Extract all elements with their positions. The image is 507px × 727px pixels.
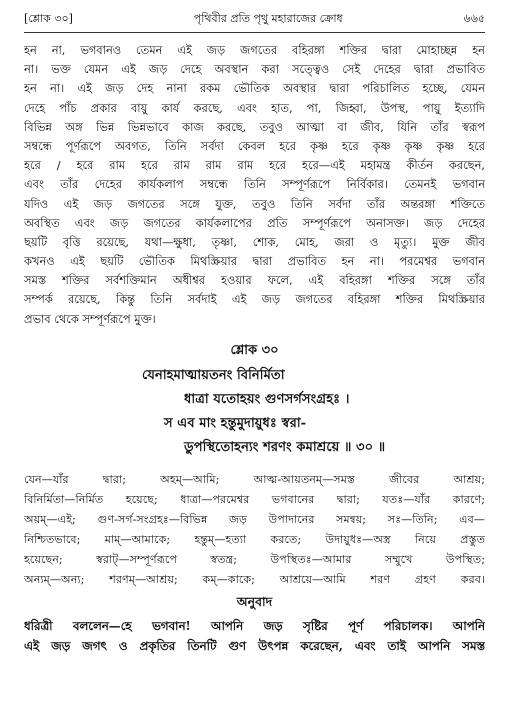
purport-line: অবস্থিত এবং জড় জগতের কার্যকলাপের প্রতি সম্পূর্ণরূপে অনাসক্ত। জড় দেহের bbox=[24, 215, 485, 230]
purport-line: ছয়টি বৃত্তি রয়েছে, যথা—ক্ষুধা, তৃষ্ণা, শোক, মোহ, জরা ও মৃত্যু। মুক্ত জীব bbox=[24, 234, 485, 249]
page-number: ৬৬৫ bbox=[463, 12, 485, 25]
verse-line: ধাত্রা যতোহয়ং গুণসর্গসংগ্রহঃ । bbox=[184, 391, 350, 407]
translation-line: ধরিত্রী বললেন—হে ভগবান! আপনি জড় সৃষ্টির পূর্ণ পরিচালক। আপনি bbox=[24, 618, 485, 633]
purport-line: বিভিন্ন অঙ্গ ভিন্ন ভিন্নভাবে কাজ করছে, তবুও আত্মা বা জীব, যিনি তাঁর স্বরূপ bbox=[24, 119, 485, 134]
purport-line: এবং তাঁর দেহের কার্যকলাপ সম্বন্ধে তিনি সম্পূর্ণরূপে নির্বিকার। তেমনই ভগবান bbox=[24, 177, 485, 192]
synonym-line: যেন—যাঁর দ্বারা; অহম্—আমি; আত্ম-আয়তনম্—সমস্ত জীবের আশ্রয়; bbox=[24, 472, 485, 486]
translation-line: এই জড় জগৎ ও প্রকৃতির তিনটি গুণ উৎপন্ন করেছেন, এবং তাই আপনি সমস্ত bbox=[24, 638, 485, 653]
synonym-line: অয়ম্—এই; গুণ-সর্গ-সংগ্রহঃ—বিভিন্ন জড় উপাদানের সমন্বয়; সঃ—তিনি; এব— bbox=[24, 512, 485, 526]
verse-reference: [শ্লোক ৩০] bbox=[24, 12, 73, 25]
purport-line: না। ভক্ত যেমন এই জড় দেহে অবস্থান করা সত্ত্বেও সেই দেহের দ্বারা প্রভাবিত bbox=[24, 62, 485, 77]
running-header bbox=[24, 10, 485, 33]
purport-line: হন না, ভগবানও তেমন এই জড় জগতের বহিরঙ্গা শক্তির দ্বারা মোহাচ্ছন্ন হন bbox=[24, 43, 485, 57]
verse-heading: শ্লোক ৩০ bbox=[230, 342, 279, 358]
synonyms bbox=[24, 470, 485, 590]
purport-line: সম্বন্ধে পূর্ণরূপে অবগত, তিনি সর্বদা কেবল হরে কৃষ্ণ হরে কৃষ্ণ কৃষ্ণ কৃষ্ণ হরে bbox=[24, 138, 485, 153]
translation-heading: অনুবাদ bbox=[236, 593, 273, 609]
translation-text bbox=[24, 616, 485, 656]
purport-text bbox=[24, 41, 485, 329]
verse-line: স এব মাং হন্তুমুদায়ুধঃ স্বরা- bbox=[164, 415, 307, 431]
purport-line: যদিও এই জড় জগতের সঙ্গে যুক্ত, তবুও তিনি সর্বদা তাঁর অন্তরঙ্গা শক্তিতে bbox=[24, 196, 485, 211]
synonym-line: অন্যম্—অন্য; শরণম্—আশ্রয়; কম্—কাকে; আশ্রয়ে—আমি শরণ গ্রহণ করব। bbox=[24, 572, 485, 586]
purport-line: হন না। এই জড় দেহ নানা রকম ভৌতিক অবস্থার দ্বারা পরিচালিত হচ্ছে, যেমন bbox=[24, 81, 485, 96]
purport-line: সমস্ত শক্তির সর্বশক্তিমান অধীশ্বর হওয়ার ফলে, এই বহিরঙ্গা শক্তির সঙ্গে তাঁর bbox=[24, 273, 485, 288]
sanskrit-verse bbox=[24, 364, 485, 460]
purport-line: সম্পর্ক রয়েছে, কিন্তু তিনি সর্বদাই এই জড় জগতের বহিরঙ্গা শক্তির মিথস্ক্রিয়ার bbox=[24, 292, 485, 307]
verse-line: যেনাহমাত্মায়তনং বিনির্মিতা bbox=[142, 367, 285, 383]
chapter-title: পৃথিবীর প্রতি পৃথু মহারাজের ক্রোধ bbox=[193, 12, 343, 25]
purport-line: প্রভাব থেকে সম্পূর্ণরূপে মুক্ত। bbox=[24, 311, 156, 326]
synonym-line: নিশ্চিতভাবে; মাম্—আমাকে; হন্তুম্—হত্যা করতে; উদায়ুধঃ—অস্ত্র নিয়ে প্রস্তুত bbox=[24, 532, 485, 546]
purport-line: দেহে পাঁচ প্রকার বায়ু কার্য করছে, এবং হাত, পা, জিহ্বা, উপস্থ, পায়ু ইত্যাদি bbox=[24, 100, 485, 115]
purport-line: হরে / হরে রাম হরে রাম রাম রাম হরে হরে—এই মহামন্ত্র কীর্তন করছেন, bbox=[24, 158, 485, 173]
purport-line: কখনও এই ছয়টি ভৌতিক মিথস্ক্রিয়ার দ্বারা প্রভাবিত হন না। পরমেশ্বর ভগবান bbox=[24, 254, 485, 269]
synonym-line: হয়েছেন; স্বরাট্—সম্পূর্ণরূপে স্বতন্ত্র; উপস্থিতঃ—আমার সম্মুখে উপস্থিত; bbox=[24, 552, 485, 566]
verse-line: ডুপস্থিতোহন্যং শরণং কমাশ্রয়ে ॥ ৩০ ॥ bbox=[184, 439, 386, 455]
synonym-line: বিনির্মিতা—নির্মিত হয়েছে; ধাত্রা—পরমেশ্বর ভগবানের দ্বারা; যতঃ—যাঁর কারণে; bbox=[24, 492, 485, 506]
